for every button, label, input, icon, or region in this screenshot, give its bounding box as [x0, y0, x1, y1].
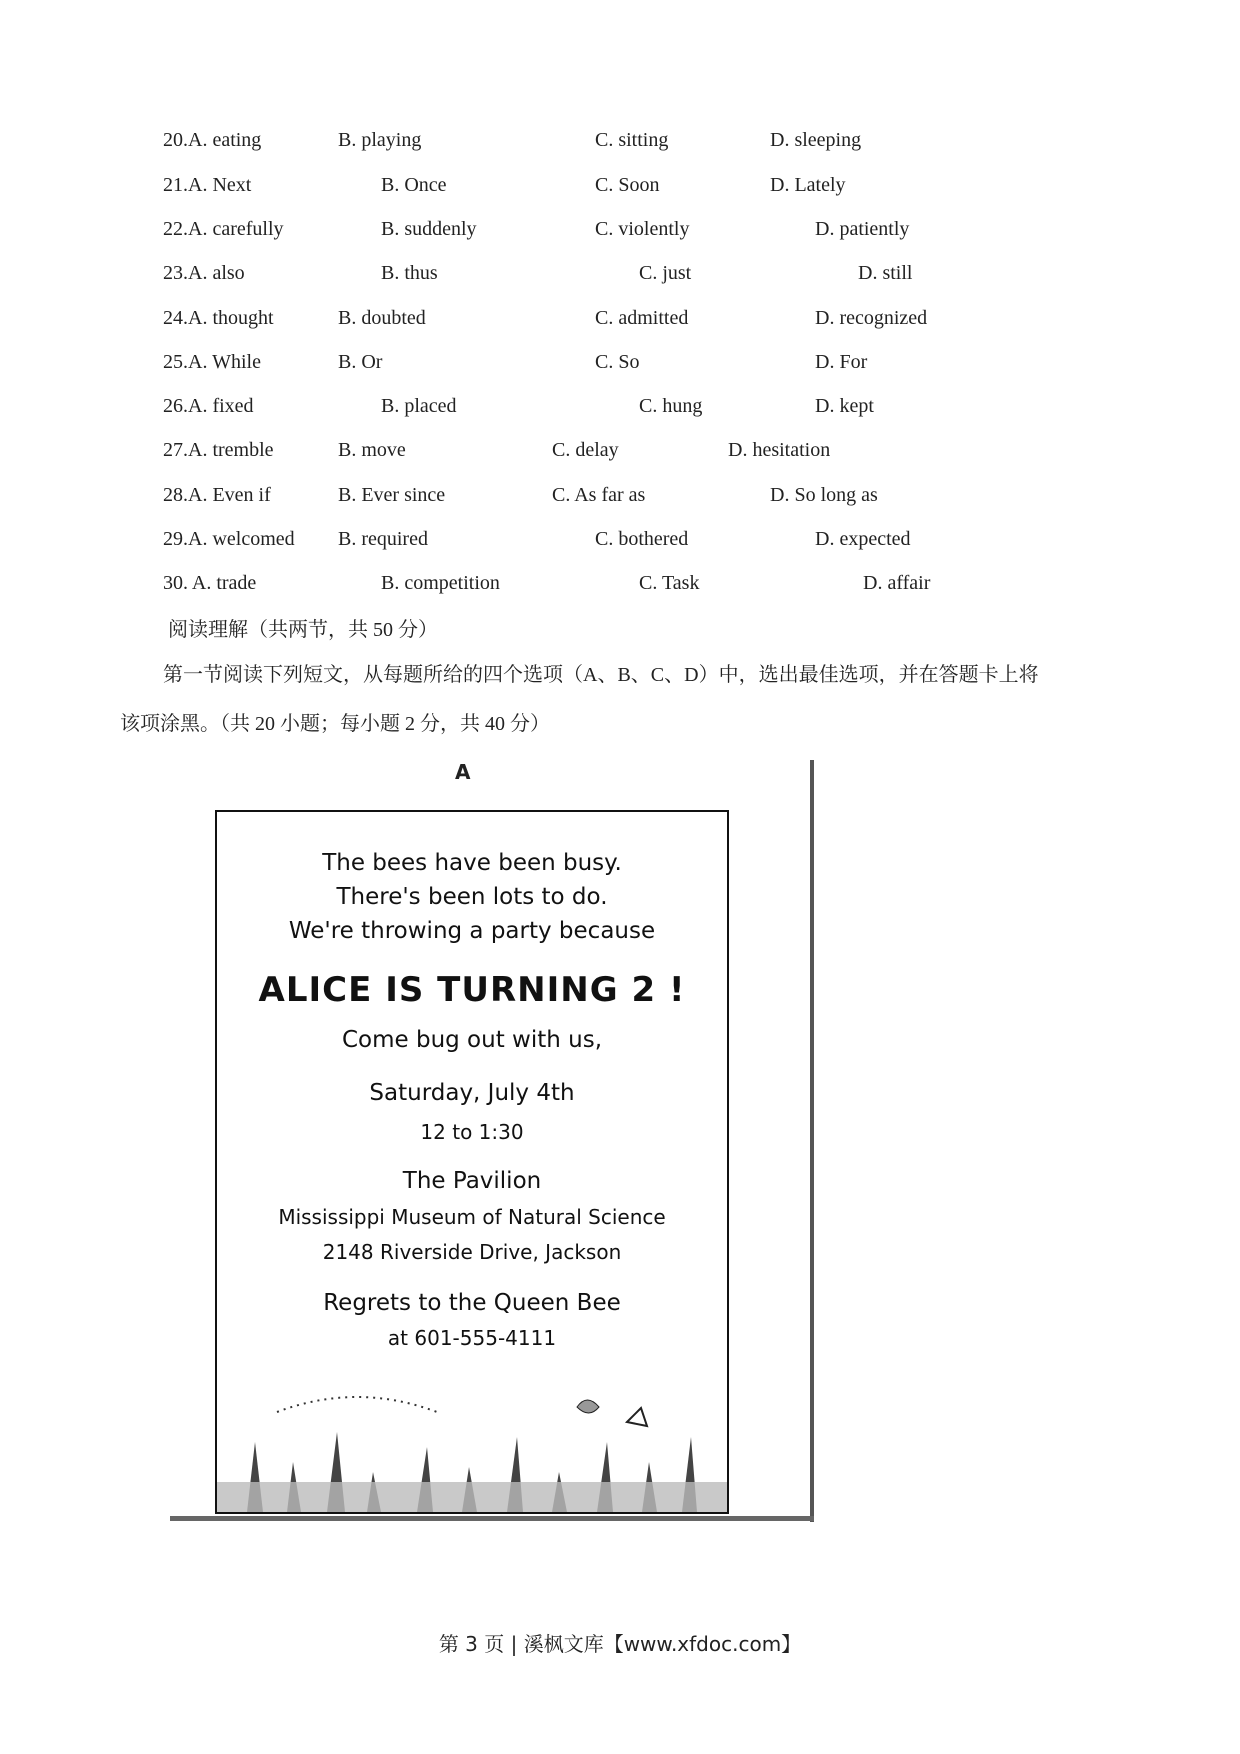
question-row — [163, 258, 1063, 288]
question-option-d: D. Lately — [770, 174, 846, 196]
grass-illustration — [217, 1392, 727, 1512]
question-option-c: C. So — [595, 351, 640, 373]
question-option-a: 23.A. also — [163, 262, 245, 284]
invite-phone: at 601-555-4111 — [387, 1326, 557, 1350]
grass-shading — [217, 1482, 727, 1512]
image-border-bottom — [170, 1516, 814, 1521]
question-option-d: D. kept — [815, 395, 874, 417]
question-option-c: C. hung — [639, 395, 703, 417]
reading-instruction-line2: 该项涂黑。（共 20 小题；每小题 2 分，共 40 分） — [120, 713, 550, 735]
question-row — [163, 391, 1063, 421]
image-border-right — [810, 760, 814, 1522]
question-option-b: B. thus — [381, 262, 438, 284]
invite-address: 2148 Riverside Drive, Jackson — [322, 1240, 622, 1264]
question-option-b: B. competition — [381, 572, 500, 594]
question-option-d: D. So long as — [770, 484, 878, 506]
question-option-d: D. expected — [815, 528, 911, 550]
invitation-image — [170, 760, 820, 1520]
question-option-c: C. Task — [639, 572, 700, 594]
question-option-b: B. required — [338, 528, 428, 550]
invite-line-2: There's been lots to do. — [336, 884, 608, 910]
invitation-card — [215, 810, 729, 1514]
question-option-d: D. hesitation — [728, 439, 831, 461]
invite-regrets: Regrets to the Queen Bee — [323, 1290, 621, 1316]
invite-line-4: Come bug out with us, — [341, 1027, 603, 1053]
question-row — [163, 435, 1063, 465]
question-option-b: B. placed — [381, 395, 457, 417]
question-option-c: C. just — [639, 262, 692, 284]
question-option-a: 28.A. Even if — [163, 484, 271, 506]
question-option-d: D. sleeping — [770, 129, 862, 151]
question-option-b: B. Once — [381, 174, 447, 196]
question-option-b: B. playing — [338, 129, 422, 151]
question-row — [163, 568, 1063, 598]
fairy-icon — [627, 1408, 647, 1426]
reading-instruction-line1: 第一节阅读下列短文，从每题所给的四个选项（A、B、C、D）中，选出最佳选项，并在答题卡上将 — [163, 664, 1039, 686]
question-option-a: 29.A. welcomed — [163, 528, 295, 550]
question-option-a: 26.A. fixed — [163, 395, 254, 417]
question-option-a: 27.A. tremble — [163, 439, 274, 461]
page-footer: 第 3 页 | 溪枫文库【www.xfdoc.com】 — [438, 1632, 802, 1656]
question-option-d: D. recognized — [815, 307, 928, 329]
question-option-b: B. doubted — [338, 307, 426, 329]
question-option-c: C. delay — [552, 439, 619, 461]
question-option-c: C. Soon — [595, 174, 660, 196]
question-option-d: D. affair — [863, 572, 931, 594]
question-option-d: D. For — [815, 351, 868, 373]
bee-flight-path — [277, 1397, 437, 1412]
question-option-a: 25.A. While — [163, 351, 261, 373]
reading-heading: 阅读理解（共两节，共 50 分） — [168, 619, 438, 641]
question-option-c: C. sitting — [595, 129, 669, 151]
question-option-c: C. As far as — [552, 484, 646, 506]
invite-venue: The Pavilion — [402, 1168, 542, 1194]
passage-label: A — [455, 760, 471, 784]
question-option-a: 21.A. Next — [163, 174, 252, 196]
question-option-d: D. still — [858, 262, 913, 284]
question-option-a: 24.A. thought — [163, 307, 274, 329]
question-option-a: 22.A. carefully — [163, 218, 284, 240]
question-option-a: 30. A. trade — [163, 572, 257, 594]
question-option-c: C. violently — [595, 218, 690, 240]
question-row — [163, 170, 1063, 200]
question-option-b: B. Ever since — [338, 484, 446, 506]
question-row — [163, 524, 1063, 554]
invite-date: Saturday, July 4th — [369, 1080, 575, 1106]
invite-line-1: The bees have been busy. — [322, 850, 622, 876]
invite-line-3: We're throwing a party because — [288, 918, 656, 944]
question-row — [163, 303, 1063, 333]
question-row — [163, 214, 1063, 244]
invite-time: 12 to 1:30 — [420, 1120, 524, 1144]
invite-headline: ALICE IS TURNING 2 ! — [258, 970, 686, 1010]
invite-museum: Mississippi Museum of Natural Science — [278, 1205, 666, 1229]
question-row — [163, 480, 1063, 510]
question-row — [163, 125, 1063, 155]
question-option-a: 20.A. eating — [163, 129, 262, 151]
question-option-c: C. bothered — [595, 528, 689, 550]
leaf-icon — [577, 1400, 599, 1413]
question-option-b: B. suddenly — [381, 218, 477, 240]
question-option-c: C. admitted — [595, 307, 689, 329]
question-option-b: B. Or — [338, 351, 383, 373]
question-option-d: D. patiently — [815, 218, 910, 240]
question-option-b: B. move — [338, 439, 406, 461]
question-row — [163, 347, 1063, 377]
